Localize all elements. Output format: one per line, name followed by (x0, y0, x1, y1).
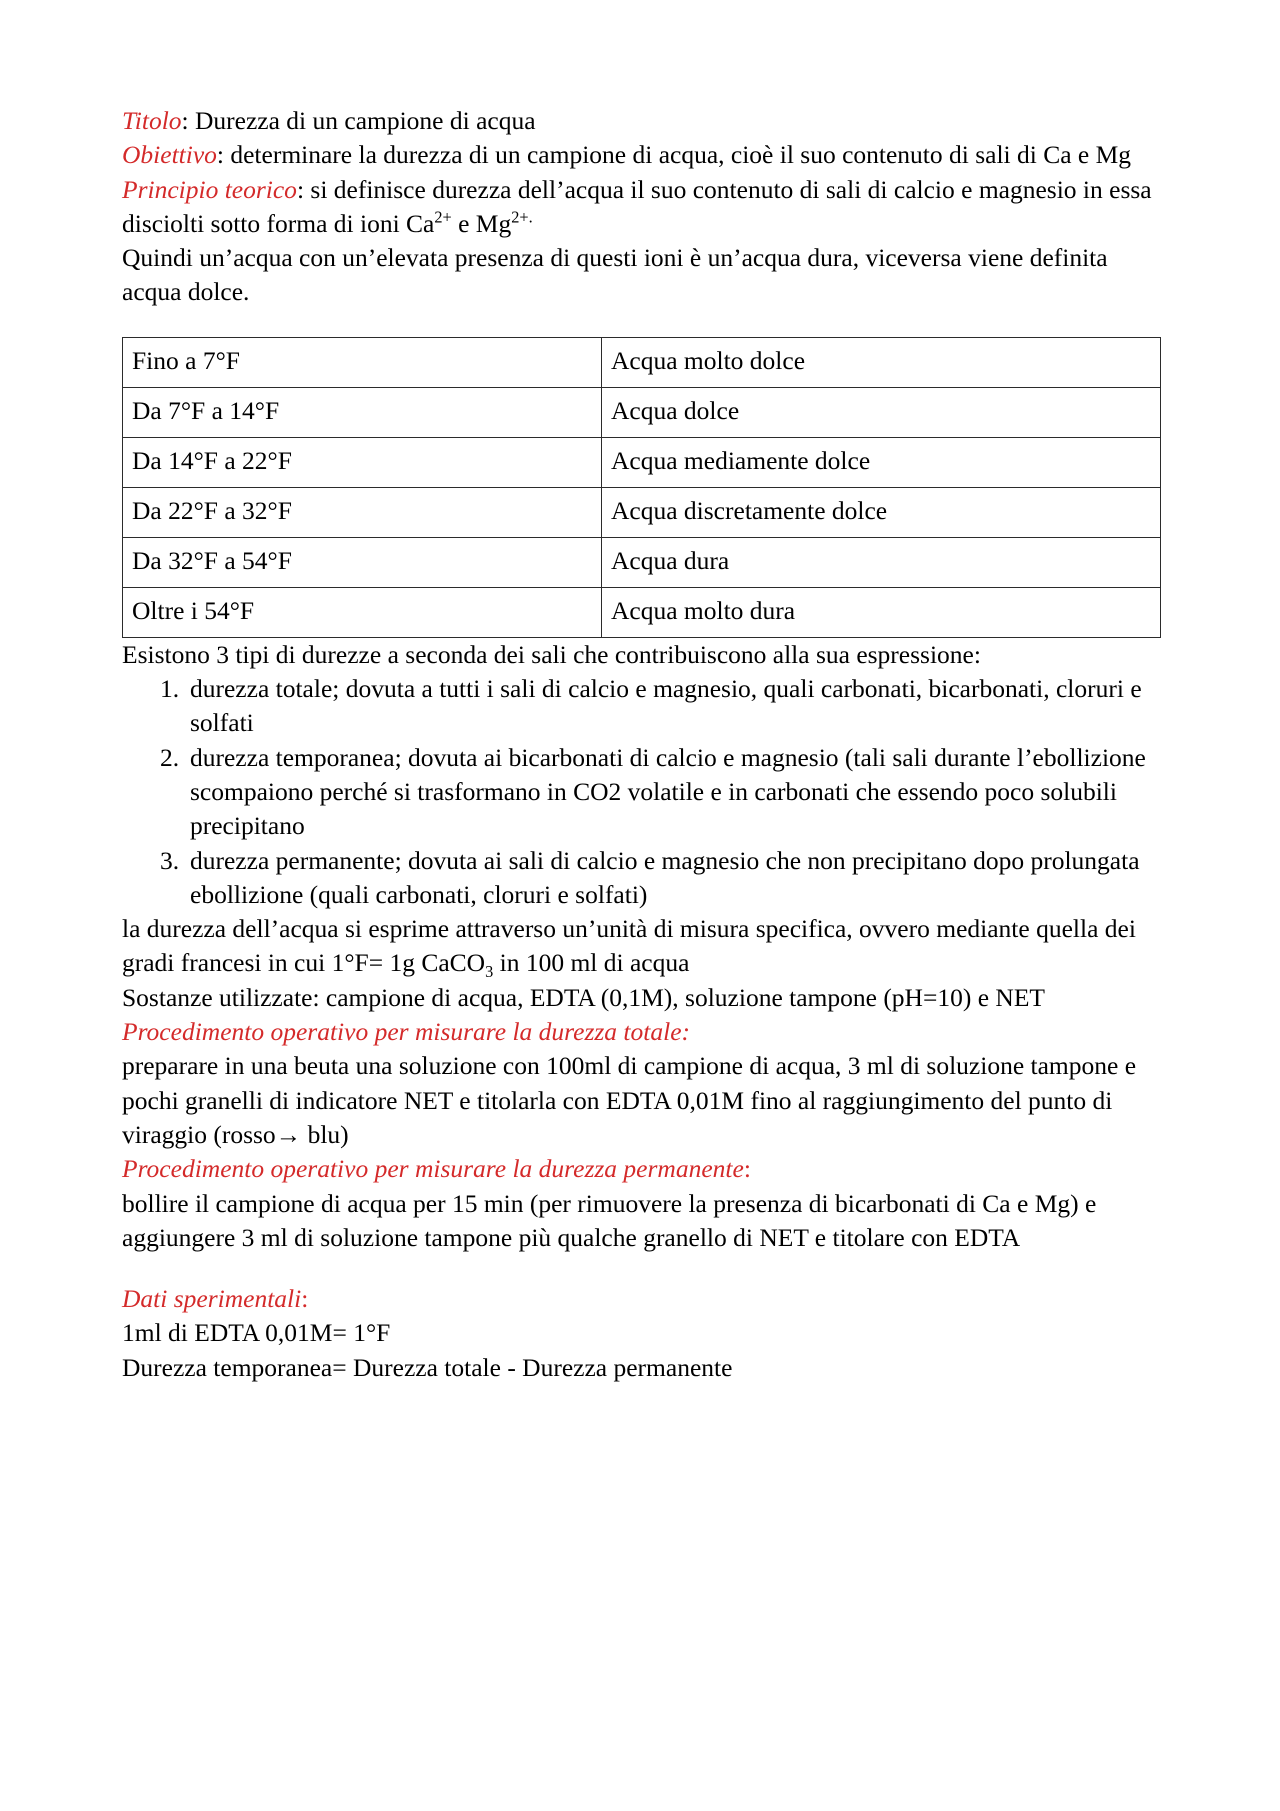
table-row (123, 537, 1161, 587)
table-cell-range: Da 22°F a 32°F (123, 487, 602, 537)
table-cell-classification: Acqua molto dura (602, 587, 1161, 637)
dati-sperimentali-heading-italic: Dati sperimentali (122, 1284, 302, 1314)
arrow-right-icon: → (275, 1119, 302, 1149)
table-cell-classification: Acqua dolce (602, 387, 1161, 437)
hardness-types-list (122, 672, 1160, 912)
dati-line-1: 1ml di EDTA 0,01M= 1°F (122, 1318, 391, 1348)
table-row (123, 387, 1161, 437)
table-cell-classification: Acqua dura (602, 537, 1161, 587)
procedure-permanent-heading (122, 1152, 1160, 1186)
procedure-total-body (122, 1049, 1160, 1152)
procedure-permanent-heading-italic: Procedimento operativo per misurare la durezza permanente (122, 1154, 744, 1184)
table-cell-range: Oltre i 54°F (123, 587, 602, 637)
table-cell-classification: Acqua mediamente dolce (602, 437, 1161, 487)
sostanze-paragraph: Sostanze utilizzate: campione di acqua, EDTA (0,1M), soluzione tampone (pH=10) e NET (122, 982, 1045, 1012)
list-item: durezza permanente; dovuta ai sali di calcio e magnesio che non precipitano dopo prolungata ebollizione (quali carbonati, cloruri e solfati) (190, 845, 1140, 909)
units-paragraph (122, 912, 1160, 981)
carbonate-subscript: 3 (485, 962, 494, 982)
table-cell-range: Fino a 7°F (123, 337, 602, 387)
table-cell-range: Da 7°F a 14°F (123, 387, 602, 437)
table-body (123, 337, 1161, 637)
procedure-total-text-a: preparare in una beuta una soluzione con 100ml di campione di acqua, 3 ml di soluzione tampone e pochi granelli di indicatore NET e titolarla con EDTA 0,01M fino al raggiungimento del punto di viraggio (rosso (122, 1051, 1137, 1149)
titolo-line (122, 104, 1160, 138)
quindi-paragraph: Quindi un’acqua con un’elevata presenza di questi ioni è un’acqua dura, viceversa viene definita acqua dolce. (122, 243, 1108, 307)
procedure-total-heading: Procedimento operativo per misurare la durezza totale: (122, 1017, 690, 1047)
table-cell-classification: Acqua molto dolce (602, 337, 1161, 387)
units-text-a: la durezza dell’acqua si esprime attraverso un’unità di misura specifica, ovvero mediante quella dei gradi francesi in cui 1°F= 1g CaCO (122, 914, 1136, 978)
dati-sperimentali-heading (122, 1282, 1160, 1316)
principio-text-a: : si definisce durezza dell’acqua il suo contenuto di sali di calcio e magnesio in essa disciolti sotto forma di ioni Ca (122, 174, 1152, 238)
calcium-ion-charge: 2+ (434, 207, 452, 227)
table-row (123, 337, 1161, 387)
principio-text-b: e Mg (451, 208, 512, 238)
titolo-text: : Durezza di un campione di acqua (181, 106, 536, 135)
table-cell-range: Da 32°F a 54°F (123, 537, 602, 587)
table-row (123, 487, 1161, 537)
dati-sperimentali-heading-colon: : (301, 1284, 309, 1314)
document-body (122, 104, 1160, 1385)
procedure-permanent-body: bollire il campione di acqua per 15 min (per rimuovere la presenza di bicarbonati di Ca e Mg) e aggiungere 3 ml di soluzione tampone più qualche granello di NET e titolare con EDTA (122, 1188, 1097, 1252)
table-row (123, 587, 1161, 637)
units-text-b: in 100 ml di acqua (493, 948, 690, 978)
obiettivo-text: : determinare la durezza di un campione di acqua, cioè il suo contenuto di sali di Ca e Mg (216, 140, 1132, 170)
procedure-total-text-b: blu) (301, 1119, 349, 1149)
section-spacer (122, 1255, 1160, 1282)
principio-line (122, 173, 1160, 242)
types-lead-paragraph: Esistono 3 tipi di durezze a seconda dei sali che contribuiscono alla sua espressione: (122, 639, 981, 669)
list-item: durezza temporanea; dovuta ai bicarbonati di calcio e magnesio (tali sali durante l’ebollizione scompaiono perché si trasformano in CO2 volatile e in carbonati che essendo poco solubili precipitano (190, 742, 1146, 841)
table-cell-range: Da 14°F a 22°F (123, 437, 602, 487)
procedure-permanent-heading-colon: : (743, 1154, 751, 1184)
obiettivo-line (122, 138, 1160, 172)
titolo-label: Titolo (122, 106, 182, 135)
principio-label: Principio teorico (122, 174, 297, 204)
obiettivo-label: Obiettivo (122, 140, 217, 170)
table-cell-classification: Acqua discretamente dolce (602, 487, 1161, 537)
magnesium-ion-charge: 2+. (511, 207, 533, 227)
table-row (123, 437, 1161, 487)
hardness-classification-table (122, 337, 1161, 638)
list-item: durezza totale; dovuta a tutti i sali di calcio e magnesio, quali carbonati, bicarbonati, cloruri e solfati (190, 674, 1142, 738)
dati-line-2: Durezza temporanea= Durezza totale - Durezza permanente (122, 1352, 733, 1382)
